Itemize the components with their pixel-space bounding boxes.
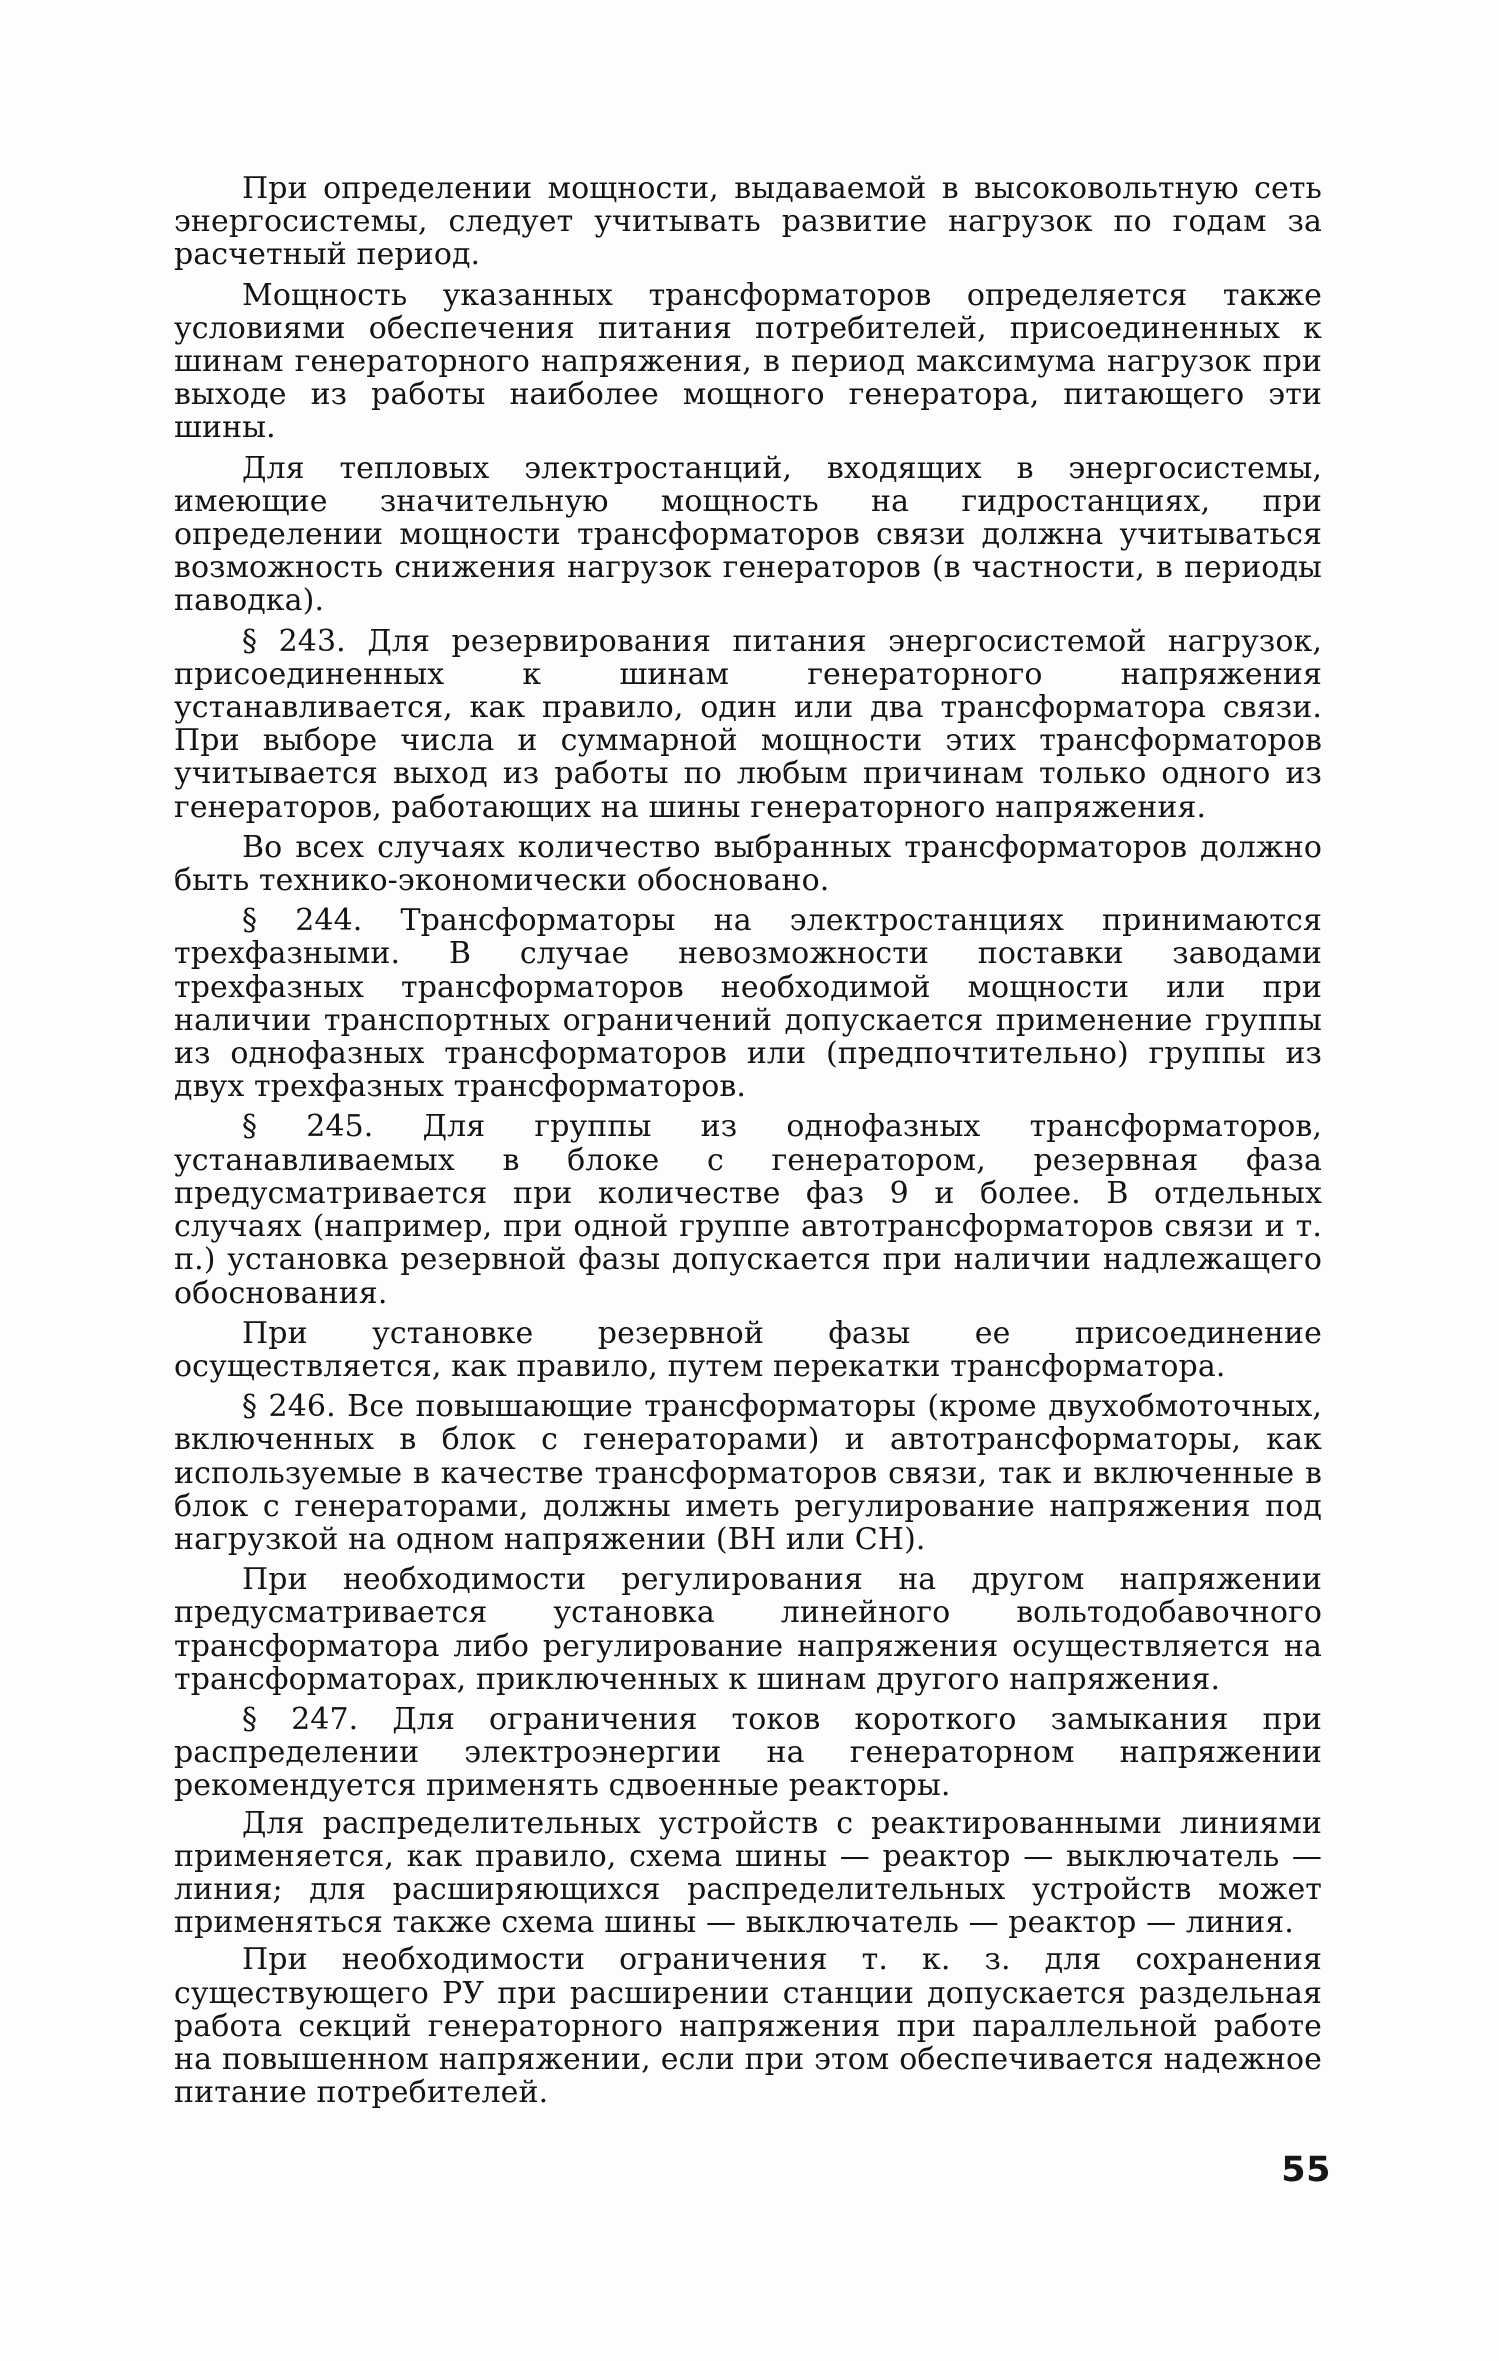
paragraph-short-circuit-limits: При необходимости ограничения т. к. з. для сохранения существующего РУ при расширении станции допускается раздельная работа секций генераторного напряжения при параллельной работе на повышенном напряжении, если при этом обеспечивается надежное питание потребителей. bbox=[174, 1942, 1322, 2111]
paragraph-intro-power: При определении мощности, выдаваемой в высоковольтную сеть энергосистемы, следует учитывать развитие нагрузок по годам за расчетный период. bbox=[174, 171, 1322, 273]
paragraph-section-244: § 244. Трансформаторы на электростанциях принимаются трехфазными. В случае невозможности поставки заводами трехфазных трансформаторов необходимой мощности или при наличии транспортных ограничений допускается применение группы из однофазных трансформаторов или (предпочтительно) группы из двух трехфазных трансформаторов. bbox=[174, 903, 1322, 1105]
paragraph-thermal-plants: Для тепловых электростанций, входящих в энергосистемы, имеющие значительную мощность на гидростанциях, при определении мощности трансформаторов связи должна учитываться возможность снижения нагрузок генераторов (в частности, в периоды паводка). bbox=[174, 450, 1322, 619]
paragraph-section-243: § 243. Для резервирования питания энергосистемой нагрузок, присоединенных к шинам генераторного напряжения устанавливается, как правило, один или два трансформатора связи. При выборе числа и суммарной мощности этих трансформаторов учитывается выход из работы по любым причинам только одного из генераторов, работающих на шины генераторного напряжения. bbox=[174, 623, 1322, 825]
paragraph-section-246: § 246. Все повышающие трансформаторы (кроме двухобмоточных, включенных в блок с генераторами) и автотрансформаторы, как используемые в качестве трансформаторов связи, так и включенные в блок с генераторами, должны иметь регулирование напряжения под нагрузкой на одном напряжении (ВН или СН). bbox=[174, 1389, 1322, 1557]
paragraph-transformer-capacity: Мощность указанных трансформаторов определяется также условиями обеспечения питания потребителей, присоединенных к шинам генераторного напряжения, в период максимума нагрузок при выходе из работы наиболее мощного генератора, питающего эти шины. bbox=[174, 277, 1322, 446]
paragraph-section-247: § 247. Для ограничения токов короткого замыкания при распределении электроэнергии на генераторном напряжении рекомендуется применять сдвоенные реакторы. bbox=[174, 1701, 1322, 1804]
page-number: 55 bbox=[1281, 2150, 1331, 2190]
paragraph-switchgear-schemes: Для распределительных устройств с реактированными линиями применяется, как правило, схема шины — реактор — выключатель — линия; для расширяющихся распределительных устройств может применяться также схема шины — выключатель — реактор — линия. bbox=[174, 1805, 1322, 1941]
paragraph-section-245: § 245. Для группы из однофазных трансформаторов, устанавливаемых в блоке с генератором, резервная фаза предусматривается при количестве фаз 9 и более. В отдельных случаях (например, при одной группе автотрансформаторов связи и т. п.) установка резервной фазы допускается при наличии надлежащего обоснования. bbox=[174, 1109, 1322, 1311]
paragraph-reserve-phase: При установке резервной фазы ее присоединение осуществляется, как правило, путем перекатки трансформатора. bbox=[174, 1315, 1322, 1384]
paragraph-feasibility: Во всех случаях количество выбранных трансформаторов должно быть технико-экономически обосновано. bbox=[174, 829, 1322, 899]
paragraph-voltage-regulation: При необходимости регулирования на другом напряжении предусматривается установка линейного вольтодобавочного трансформатора либо регулирование напряжения осуществляется на трансформаторах, приключенных к шинам другого напряжения. bbox=[174, 1562, 1322, 1697]
body-text bbox=[174, 172, 1322, 2116]
